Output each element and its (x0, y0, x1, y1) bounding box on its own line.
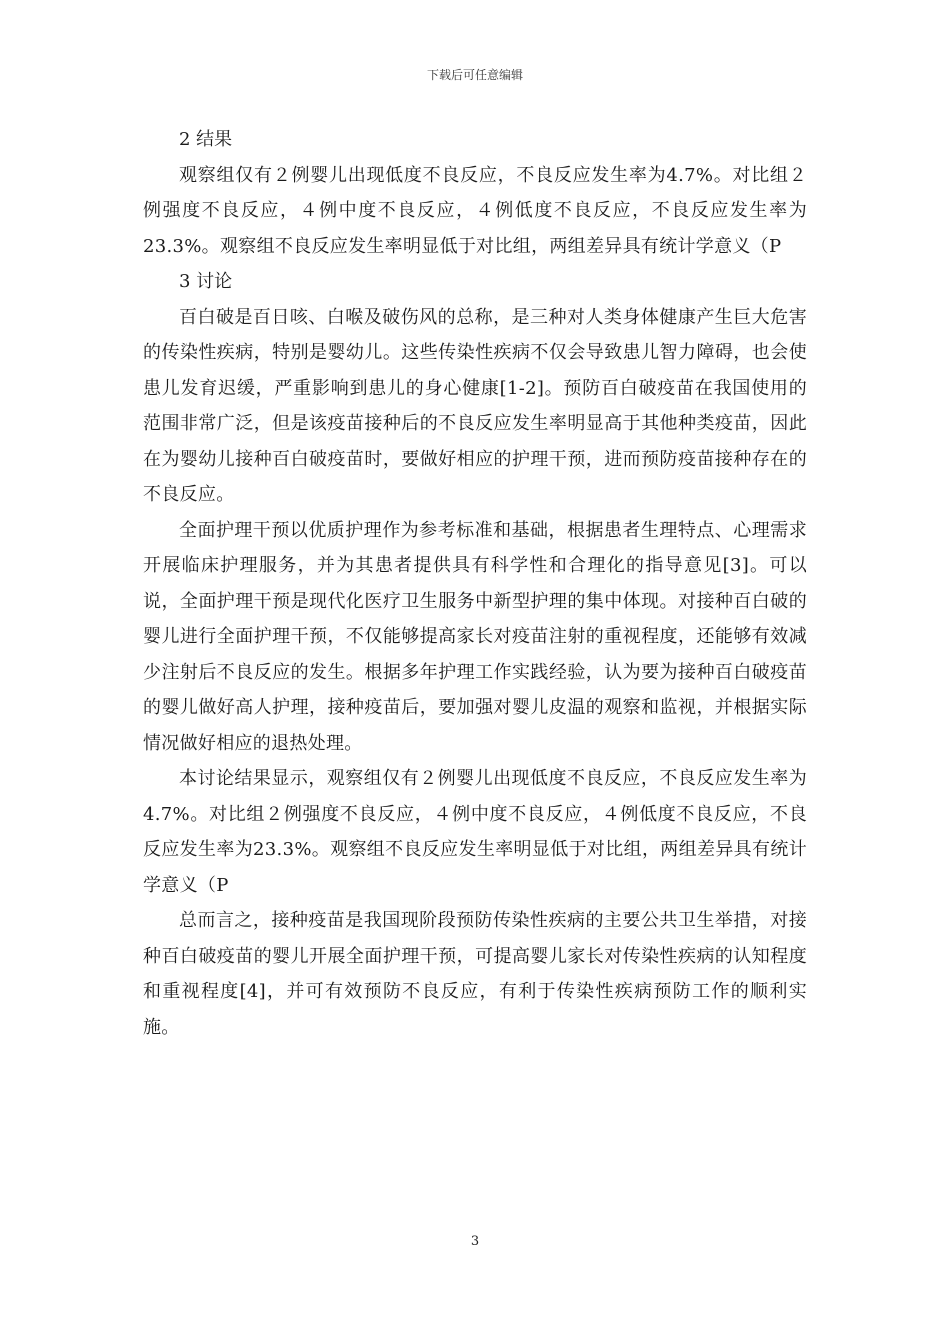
section-discussion (143, 264, 807, 1045)
section-results (143, 122, 807, 264)
paragraph: 观察组仅有２例婴儿出现低度不良反应，不良反应发生率为4.7%。对比组２例强度不良反应，４例中度不良反应，４例低度不良反应，不良反应发生率为23.3%。观察组不良反应发生率明显低于对比组，两组差异具有统计学意义（P (143, 164, 807, 257)
page-number: 3 (470, 1234, 480, 1249)
section-heading-discussion: 3 讨论 (179, 271, 233, 292)
document-body (143, 122, 807, 1045)
section-heading-results: 2 结果 (179, 129, 233, 150)
header-note: 下载后可任意编辑 (426, 68, 523, 82)
paragraph: 本讨论结果显示，观察组仅有２例婴儿出现低度不良反应，不良反应发生率为4.7%。对比组２例强度不良反应，４例中度不良反应，４例低度不良反应，不良反应发生率为23.3%。观察组不良反应发生率明显低于对比组，两组差异具有统计学意义（P (143, 768, 807, 896)
paragraph: 总而言之，接种疫苗是我国现阶段预防传染性疾病的主要公共卫生举措，对接种百白破疫苗的婴儿开展全面护理干预，可提高婴儿家长对传染性疾病的认知程度和重视程度[4]，并可有效预防不良反应，有利于传染性疾病预防工作的顺利实施。 (143, 910, 807, 1038)
paragraph: 百白破是百日咳、白喉及破伤风的总称，是三种对人类身体健康产生巨大危害的传染性疾病，特别是婴幼儿。这些传染性疾病不仅会导致患儿智力障碍，也会使患儿发育迟缓，严重影响到患儿的身心健康[1-2]。预防百白破疫苗在我国使用的范围非常广泛，但是该疫苗接种后的不良反应发生率明显高于其他种类疫苗，因此在为婴幼儿接种百白破疫苗时，要做好相应的护理干预，进而预防疫苗接种存在的不良反应。 (143, 306, 807, 505)
paragraph: 全面护理干预以优质护理作为参考标准和基础，根据患者生理特点、心理需求开展临床护理服务，并为其患者提供具有科学性和合理化的指导意见[3]。可以说，全面护理干预是现代化医疗卫生服务中新型护理的集中体现。对接种百白破的婴儿进行全面护理干预，不仅能够提高家长对疫苗注射的重视程度，还能够有效减少注射后不良反应的发生。根据多年护理工作实践经验，认为要为接种百白破疫苗的婴儿做好高人护理，接种疫苗后，要加强对婴儿皮温的观察和监视，并根据实际情况做好相应的退热处理。 (143, 519, 807, 754)
